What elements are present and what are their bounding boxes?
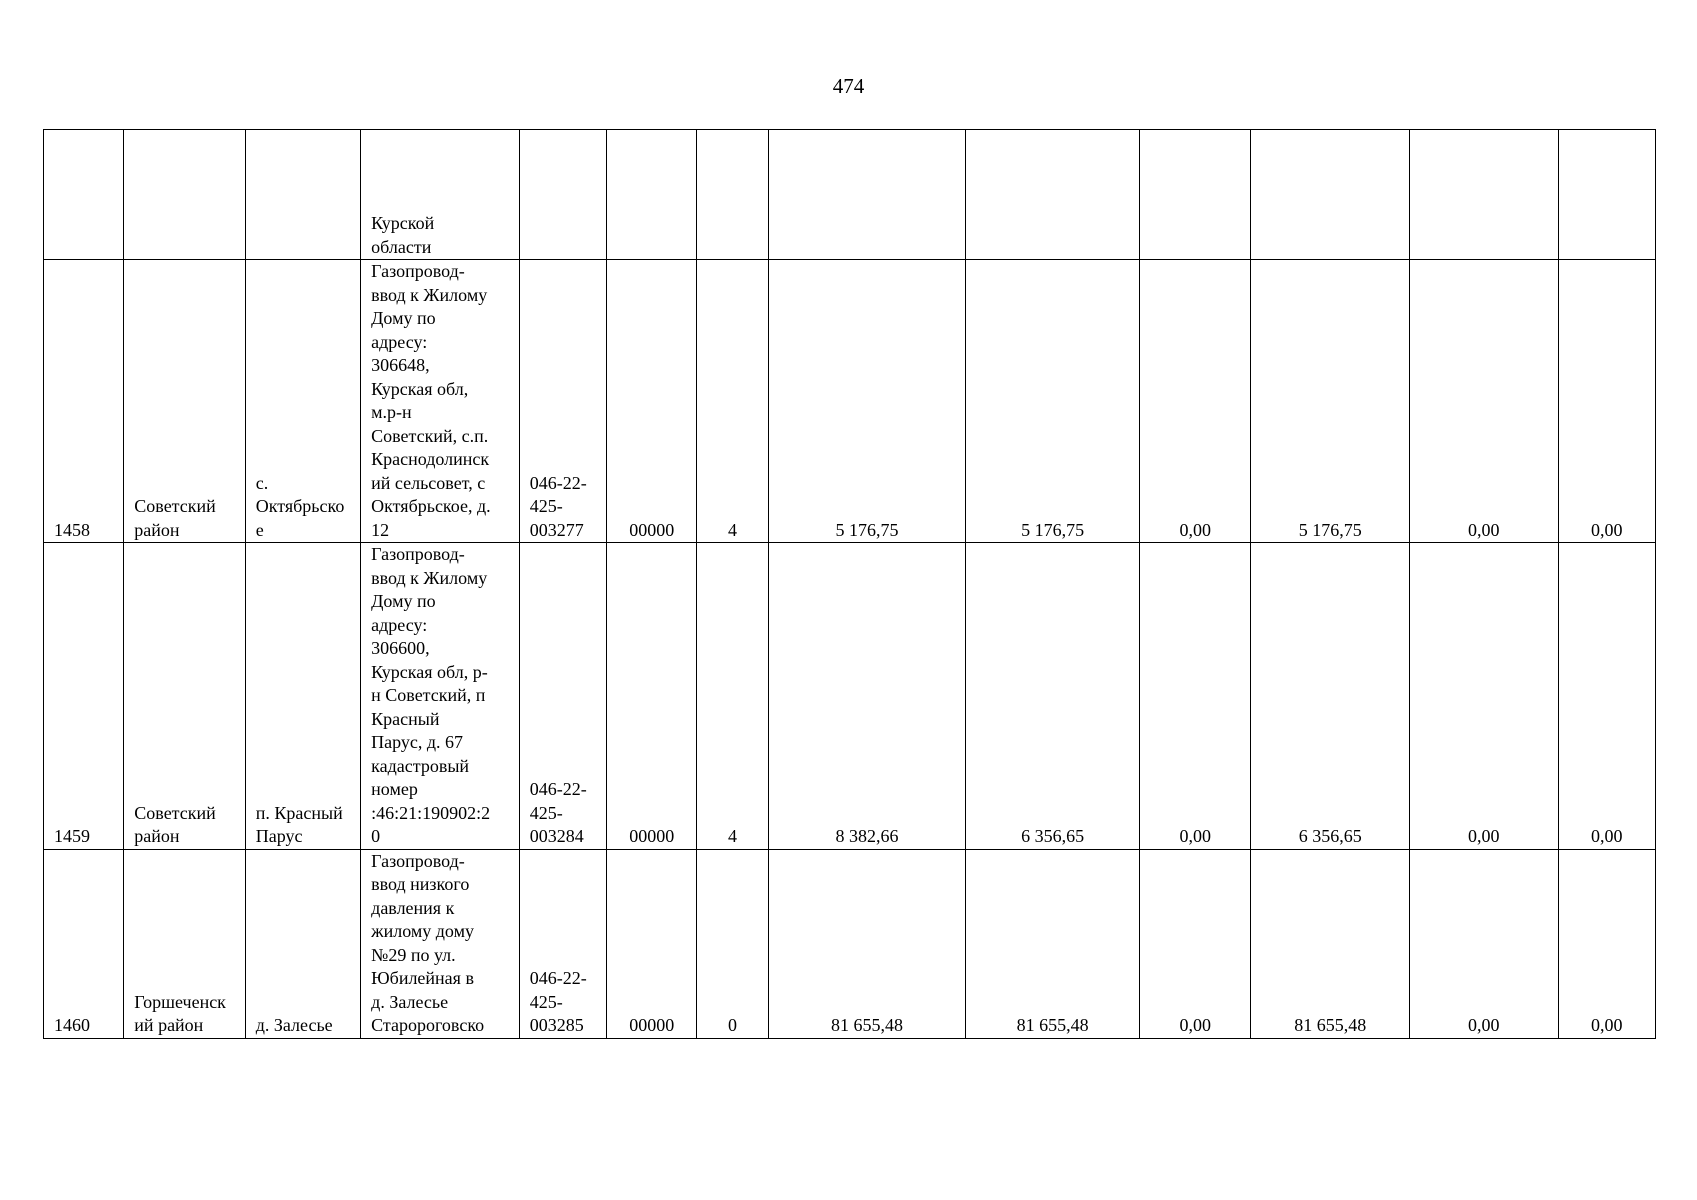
cell-settlement: п. Красный Парус: [245, 543, 360, 850]
cell-value-5: 0,00: [1409, 543, 1558, 850]
cell-value-6: [1558, 130, 1655, 260]
cell-value-4: [1251, 130, 1410, 260]
cell-district: Советский район: [124, 543, 245, 850]
description-text: Газопровод- ввод к Жилому Дому по адресу: 306600, Курская обл, р- н Советский, п Красный Парус, д. 67 кадастровый номер :46:21:190902:2 0: [371, 544, 491, 846]
cell-value-4: 81 655,48: [1251, 849, 1410, 1038]
cell-value-3: 0,00: [1140, 849, 1251, 1038]
cell-col6: 4: [697, 543, 768, 850]
description-text: Газопровод- ввод к Жилому Дому по адресу: 306648, Курская обл, м.р-н Советский, с.п. Краснодолинск ий сельсовет, с Октябрьское, д. 12: [371, 261, 491, 540]
description-text: Газопровод- ввод низкого давления к жилому дому №29 по ул. Юбилейная в д. Залесье Старороговско: [371, 850, 485, 1035]
cell-code: [519, 543, 606, 850]
cell-district: [124, 130, 245, 260]
cell-col5: 00000: [607, 543, 697, 850]
registry-table: [43, 129, 1656, 1039]
cell-value-6: 0,00: [1558, 260, 1655, 543]
table-row: [44, 260, 1656, 543]
cell-value-2: [966, 130, 1140, 260]
code-text: 046-22- 425- 003285: [529, 968, 587, 1035]
cell-code: [519, 260, 606, 543]
cell-value-2: 6 356,65: [966, 543, 1140, 850]
cell-value-1: [768, 130, 966, 260]
cell-col5: 00000: [607, 260, 697, 543]
page-number: 474: [832, 74, 865, 98]
table-row-continuation: [44, 130, 1656, 260]
cell-value-6: 0,00: [1558, 543, 1655, 850]
cell-col5: [607, 130, 697, 260]
table-row: [44, 849, 1656, 1038]
cell-value-5: 0,00: [1409, 849, 1558, 1038]
cell-value-5: [1409, 130, 1558, 260]
cell-col5: 00000: [607, 849, 697, 1038]
cell-value-1: 81 655,48: [768, 849, 966, 1038]
cell-settlement: с. Октябрьское: [245, 260, 360, 543]
cell-col6: 0: [697, 849, 768, 1038]
cell-value-3: 0,00: [1140, 260, 1251, 543]
cell-description: [361, 260, 520, 543]
cell-value-1: 5 176,75: [768, 260, 966, 543]
cell-col6: 4: [697, 260, 768, 543]
code-text: 046-22- 425- 003284: [529, 779, 587, 846]
cell-value-4: 5 176,75: [1251, 260, 1410, 543]
cell-description: [361, 849, 520, 1038]
cell-value-2: 5 176,75: [966, 260, 1140, 543]
cell-value-6: 0,00: [1558, 849, 1655, 1038]
cell-settlement: [245, 130, 360, 260]
cell-col6: [697, 130, 768, 260]
cell-description: [361, 130, 520, 260]
cell-code: [519, 849, 606, 1038]
cell-value-3: 0,00: [1140, 543, 1251, 850]
cell-settlement: д. Залесье: [245, 849, 360, 1038]
cell-num: 1459: [44, 543, 124, 850]
cell-value-5: 0,00: [1409, 260, 1558, 543]
cell-value-3: [1140, 130, 1251, 260]
cell-num: [44, 130, 124, 260]
cell-value-2: 81 655,48: [966, 849, 1140, 1038]
cell-value-1: 8 382,66: [768, 543, 966, 850]
cell-district: Советский район: [124, 260, 245, 543]
cell-num: 1460: [44, 849, 124, 1038]
description-text: Курской области: [371, 213, 435, 257]
cell-district: Горшеченский район: [124, 849, 245, 1038]
cell-value-4: 6 356,65: [1251, 543, 1410, 850]
cell-code: [519, 130, 606, 260]
cell-description: [361, 543, 520, 850]
cell-num: 1458: [44, 260, 124, 543]
code-text: 046-22- 425- 003277: [529, 472, 587, 540]
table-row: [44, 543, 1656, 850]
